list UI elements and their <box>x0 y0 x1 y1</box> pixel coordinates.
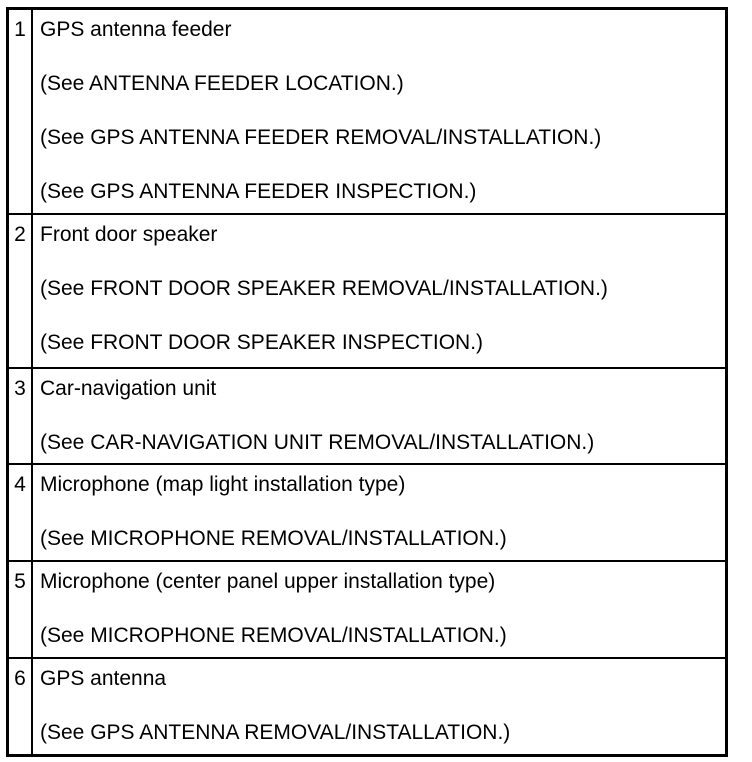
component-name: Front door speaker <box>40 223 218 246</box>
component-name: GPS antenna <box>40 667 167 690</box>
reference-link[interactable]: (See GPS ANTENNA FEEDER REMOVAL/INSTALLATION.) <box>40 126 602 149</box>
reference-link[interactable]: (See MICROPHONE REMOVAL/INSTALLATION.) <box>40 624 507 647</box>
item-number-cell <box>9 368 32 464</box>
component-name: Car-navigation unit <box>40 377 217 400</box>
reference-link[interactable]: (See CAR-NAVIGATION UNIT REMOVAL/INSTALLATION.) <box>40 431 595 454</box>
table-row <box>9 658 725 754</box>
item-description-cell <box>32 561 725 658</box>
item-number: 5 <box>14 570 26 593</box>
item-number: 3 <box>14 377 26 400</box>
component-name: GPS antenna feeder <box>40 18 232 41</box>
item-description-cell <box>32 464 725 561</box>
item-number-cell <box>9 10 32 214</box>
item-number: 6 <box>14 667 26 690</box>
component-table <box>6 7 728 757</box>
item-number-cell <box>9 214 32 368</box>
item-number-cell <box>9 464 32 561</box>
table-row <box>9 214 725 368</box>
component-name: Microphone (map light installation type) <box>40 473 406 496</box>
item-description-cell <box>32 214 725 368</box>
parts-reference-table <box>9 10 725 754</box>
reference-link[interactable]: (See GPS ANTENNA REMOVAL/INSTALLATION.) <box>40 721 511 744</box>
table-row <box>9 10 725 214</box>
reference-link[interactable]: (See GPS ANTENNA FEEDER INSPECTION.) <box>40 180 477 203</box>
reference-link[interactable]: (See MICROPHONE REMOVAL/INSTALLATION.) <box>40 527 507 550</box>
item-number-cell <box>9 658 32 754</box>
table-row <box>9 561 725 658</box>
table-row <box>9 368 725 464</box>
item-number: 2 <box>14 223 26 246</box>
reference-link[interactable]: (See FRONT DOOR SPEAKER INSPECTION.) <box>40 331 484 354</box>
reference-link[interactable]: (See FRONT DOOR SPEAKER REMOVAL/INSTALLATION.) <box>40 277 608 300</box>
item-number-cell <box>9 561 32 658</box>
item-description-cell <box>32 658 725 754</box>
item-description-cell <box>32 10 725 214</box>
item-description-cell <box>32 368 725 464</box>
reference-link[interactable]: (See ANTENNA FEEDER LOCATION.) <box>40 72 404 95</box>
item-number: 1 <box>14 18 26 41</box>
table-row <box>9 464 725 561</box>
item-number: 4 <box>14 473 26 496</box>
component-name: Microphone (center panel upper installation type) <box>40 570 496 593</box>
